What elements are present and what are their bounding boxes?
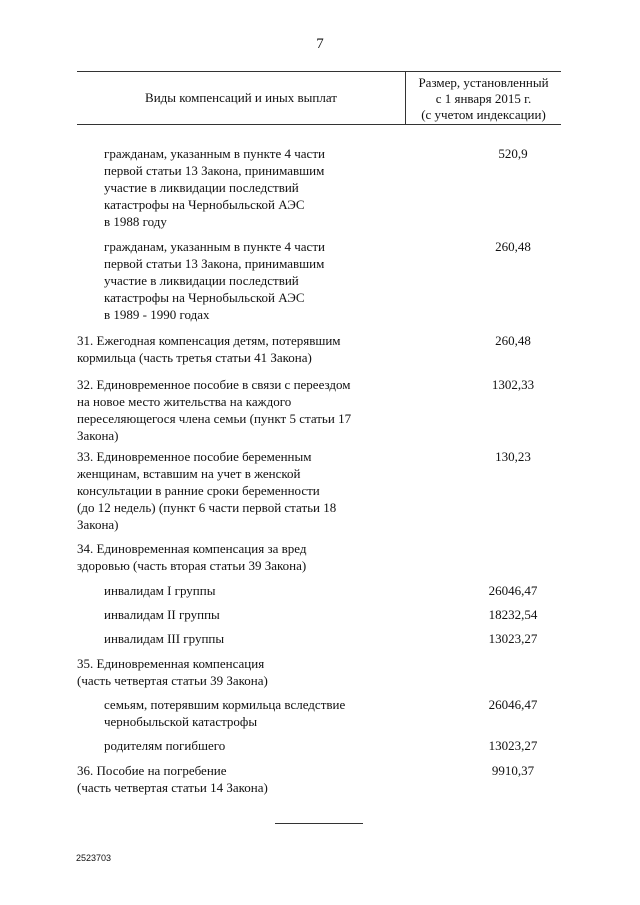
row-value: 1302,33 <box>491 377 535 392</box>
row-value: 520,9 <box>498 146 528 161</box>
row-label <box>104 630 224 647</box>
row-label-line: переселяющегося члена семьи (пункт 5 статьи 17 <box>77 411 352 426</box>
row-label-line: на новое место жительства на каждого <box>77 394 292 409</box>
table-header-rule <box>77 124 561 125</box>
row-label-line: инвалидам II группы <box>104 607 220 622</box>
row-label-line: Закона) <box>77 517 119 532</box>
row-label-line: 34. Единовременная компенсация за вред <box>77 541 307 556</box>
row-label <box>104 582 215 599</box>
row-value: 13023,27 <box>488 738 538 753</box>
row-label-line: (до 12 недель) (пункт 6 части первой статьи 18 <box>77 500 337 515</box>
row-label <box>104 696 345 730</box>
row-label-line: 31. Ежегодная компенсация детям, потерявшим <box>77 333 341 348</box>
row-label <box>77 540 306 574</box>
row-label-line: (часть четвертая статьи 39 Закона) <box>77 673 268 688</box>
row-label-line: 33. Единовременное пособие беременным <box>77 449 312 464</box>
row-label-line: участие в ликвидации последствий <box>104 180 299 195</box>
row-label-line: женщинам, вставшим на учет в женской <box>77 466 301 481</box>
row-label-line: катастрофы на Чернобыльской АЭС <box>104 197 305 212</box>
row-label <box>77 655 268 689</box>
row-label <box>104 145 325 230</box>
row-label-line: в 1989 - 1990 годах <box>104 307 210 322</box>
document-code: 2523703 <box>76 853 112 863</box>
row-value: 260,48 <box>495 333 531 348</box>
header-col-amount-line: Размер, установленный <box>418 75 549 90</box>
row-label-line: инвалидам III группы <box>104 631 225 646</box>
row-value: 13023,27 <box>488 631 538 646</box>
footer-rule <box>275 823 363 824</box>
row-label-line: участие в ликвидации последствий <box>104 273 299 288</box>
row-label-line: катастрофы на Чернобыльской АЭС <box>104 290 305 305</box>
row-value: 26046,47 <box>488 583 538 598</box>
row-label-line: родителям погибшего <box>104 738 226 753</box>
page-number: 7 <box>316 36 324 52</box>
row-label-line: здоровью (часть вторая статьи 39 Закона) <box>77 558 307 573</box>
row-label-line: (часть четвертая статьи 14 Закона) <box>77 780 268 795</box>
row-label-line: первой статьи 13 Закона, принимавшим <box>104 163 325 178</box>
row-label <box>104 238 325 323</box>
row-label <box>77 376 351 444</box>
table-header <box>77 72 561 124</box>
row-value: 18232,54 <box>488 607 538 622</box>
row-label-line: семьям, потерявшим кормильца вследствие <box>104 697 346 712</box>
row-label-line: чернобыльской катастрофы <box>104 714 258 729</box>
row-label <box>77 448 336 533</box>
row-label <box>77 332 341 366</box>
row-label-line: кормильца (часть третья статьи 41 Закона) <box>77 350 312 365</box>
row-label-line: в 1988 году <box>104 214 167 229</box>
row-value: 26046,47 <box>488 697 538 712</box>
row-label <box>77 762 268 796</box>
row-label-line: гражданам, указанным в пункте 4 части <box>104 146 325 161</box>
header-col-amount-line: с 1 января 2015 г. <box>435 91 532 106</box>
row-label <box>104 606 220 623</box>
header-col-types: Виды компенсаций и иных выплат <box>145 90 337 105</box>
row-label-line: первой статьи 13 Закона, принимавшим <box>104 256 325 271</box>
header-col-amount-line: (с учетом индексации) <box>421 107 546 122</box>
row-value: 130,23 <box>495 449 531 464</box>
row-value: 260,48 <box>495 239 531 254</box>
row-label-line: гражданам, указанным в пункте 4 части <box>104 239 325 254</box>
header-col-amount <box>406 75 561 123</box>
row-label-line: консультации в ранние сроки беременности <box>77 483 320 498</box>
row-label-line: Закона) <box>77 428 119 443</box>
row-label-line: 32. Единовременное пособие в связи с переездом <box>77 377 351 392</box>
row-label <box>104 737 225 754</box>
row-value: 9910,37 <box>491 763 535 778</box>
row-label-line: 35. Единовременная компенсация <box>77 656 265 671</box>
row-label-line: 36. Пособие на погребение <box>77 763 227 778</box>
row-label-line: инвалидам I группы <box>104 583 216 598</box>
